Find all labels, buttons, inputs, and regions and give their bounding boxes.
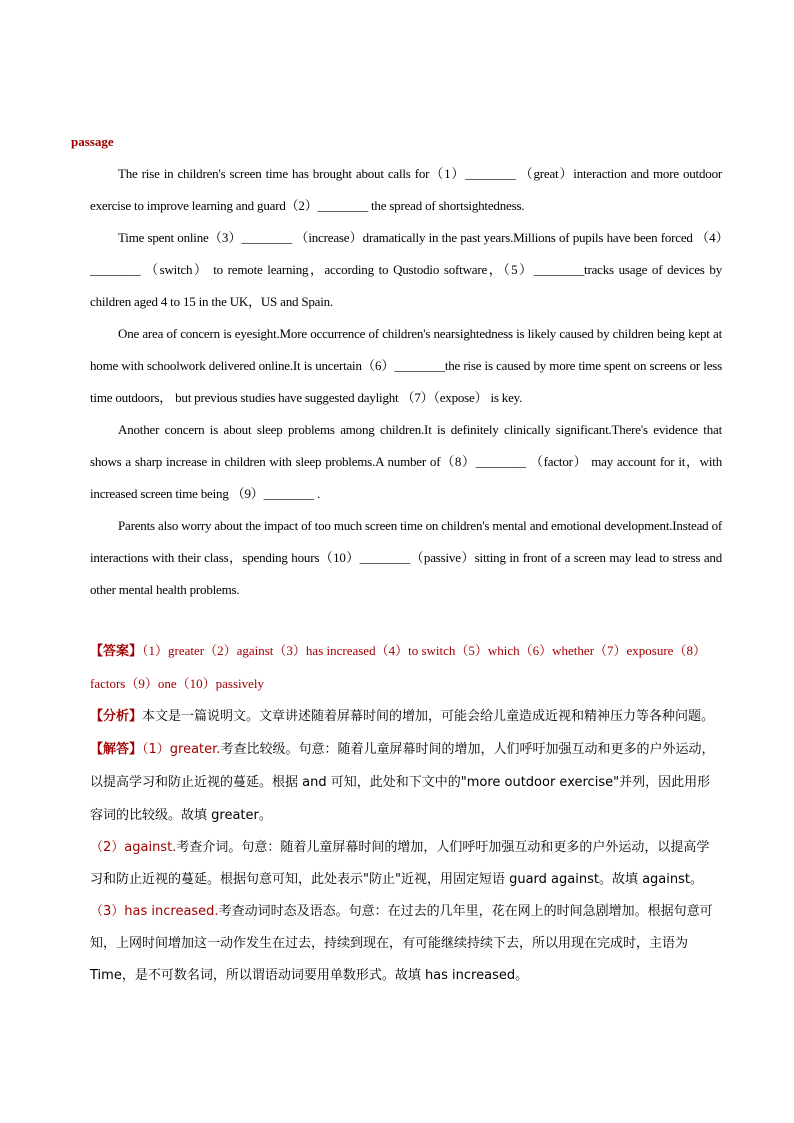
passage-paragraph-3: One area of concern is eyesight.More occurrence of children's nearsightedness is likely caused by children being kept at home with schoolwork delivered online.It is uncertain（6）________the rise is caused by more time spent on screens or less time outdoors， but previous studies have suggested daylight （7）（expose） is key. xyxy=(90,326,722,405)
passage-paragraph-4: Another concern is about sleep problems among children.It is definitely clinically significant.There's evidence that shows a sharp increase in children with sleep problems.A number of（8）________ （factor） may account for it，with increased screen time being （9）________ . xyxy=(90,422,722,501)
solution-line-3 xyxy=(90,896,722,992)
solution-keyword-2: （2）against. xyxy=(90,840,177,855)
answer-section xyxy=(90,635,722,992)
section-label: passage xyxy=(71,134,114,149)
solution-tag: 【解答】 xyxy=(90,742,143,757)
passage-paragraph-2: Time spent online（3）________ （increase）dramatically in the past years.Millions of pupils have been forced （4）________ （switch） to remote learning，according to Qustodio software，（5）________tracks usage of devices by children aged 4 to 15 in the UK，US and Spain. xyxy=(90,230,722,309)
solution-line-2 xyxy=(90,832,722,896)
passage-paragraph-1: The rise in children's screen time has brought about calls for（1）________ （great）interaction and more outdoor exercise to improve learning and guard（2）________ the spread of shortsightedness. xyxy=(90,166,722,213)
answer-text: （1）greater（2）against（3）has increased（4）to switch（5）which（6）whether（7）exposure（8）factors（9）one（10）passively xyxy=(90,643,706,691)
analysis-text: 本文是一篇说明文。文章讲述随着屏幕时间的增加，可能会给儿童造成近视和精神压力等各种问题。 xyxy=(142,709,715,724)
solution-text-1: 考查比较级。句意：随着儿童屏幕时间的增加，人们呼吁加强互动和更多的户外运动，以提高学习和防止近视的蔓延。根据 and 可知，此处和下文中的"more outdoor exercise"并列，因此用形容词的比较级。故填 greater。 xyxy=(90,742,715,823)
answer-line xyxy=(90,635,722,700)
passage xyxy=(90,158,722,606)
solution-text-3: 考查动词时态及语态。句意：在过去的几年里，花在网上的时间急剧增加。根据句意可知，上网时间增加这一动作发生在过去，持续到现在，有可能继续持续下去，所以用现在完成时，主语为 Time，是不可数名词，所以谓语动词要用单数形式。故填 has increased。 xyxy=(90,904,713,983)
passage-paragraph-5: Parents also worry about the impact of too much screen time on children's mental and emotional development.Instead of interactions with their class，spending hours（10）________（passive）sitting in front of a screen may lead to stress and other mental health problems. xyxy=(90,518,722,597)
analysis-line xyxy=(90,700,722,733)
solution-line-1 xyxy=(90,733,722,832)
solution-keyword-3: （3）has increased. xyxy=(90,904,219,919)
analysis-tag: 【分析】 xyxy=(90,709,143,724)
answer-tag: 【答案】 xyxy=(90,644,143,659)
solution-text-2: 考查介词。句意：随着儿童屏幕时间的增加，人们呼吁加强互动和更多的户外运动，以提高学习和防止近视的蔓延。根据句意可知，此处表示"防止"近视，用固定短语 guard against。故填 against。 xyxy=(90,840,710,887)
solution-keyword-1: （1）greater. xyxy=(142,742,221,757)
